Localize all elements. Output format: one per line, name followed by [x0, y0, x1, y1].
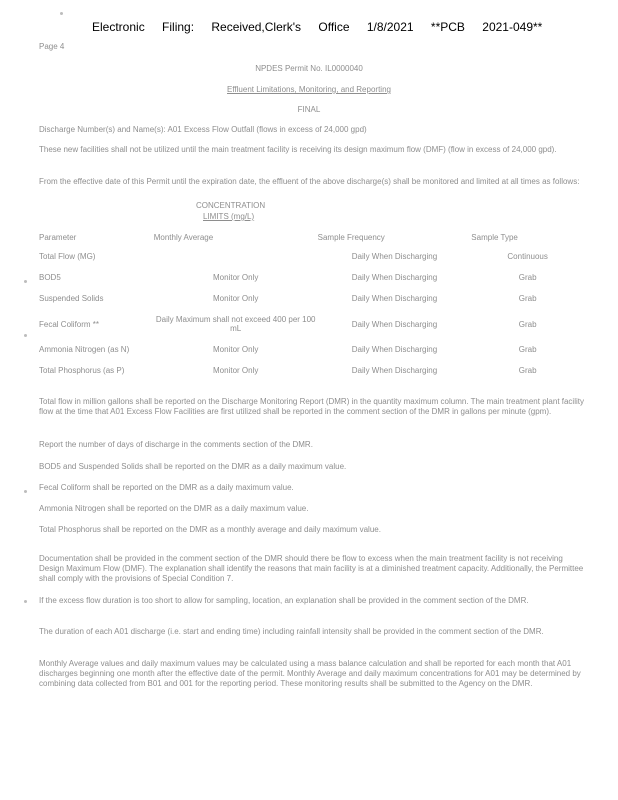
- cell-parameter: Total Phosphorus (as P): [39, 366, 125, 375]
- note-phosphorus: Total Phosphorus shall be reported on the DMR as a monthly average and daily maximum value.: [39, 525, 381, 534]
- table-row: [39, 246, 584, 267]
- cell-sample-frequency: Daily When Discharging: [351, 252, 438, 261]
- note-ammonia: Ammonia Nitrogen shall be reported on the DMR as a daily maximum value.: [39, 504, 309, 513]
- cell-sample-frequency: Daily When Discharging: [351, 294, 438, 303]
- section-title: Effluent Limitations, Monitoring, and Reporting: [227, 85, 391, 94]
- cell-parameter: BOD5: [39, 273, 61, 282]
- note-total-flow: Total flow in million gallons shall be reported on the Discharge Monitoring Report (DMR) in the quantity maximum column. The main treatment plant facility flow at the time that A01 Excess Flow Facilities are first utilized shall be reported in the comment section of the DMR in gallons per minute (gpm).: [39, 397, 584, 416]
- scan-speck: [24, 280, 27, 283]
- scan-speck: [24, 334, 27, 337]
- table-header-row: [39, 229, 584, 246]
- electronic-filing-stamp: [92, 20, 556, 34]
- stamp-filing: Filing:: [162, 20, 195, 34]
- note-bod-ss: BOD5 and Suspended Solids shall be reported on the DMR as a daily maximum value.: [39, 462, 347, 471]
- table-row: [39, 339, 584, 360]
- paragraph-new-facilities: These new facilities shall not be utilized until the main treatment facility is receiving its design maximum flow (DMF) (flow in excess of 24,000 gpd).: [39, 145, 557, 154]
- stamp-electronic: Electronic: [92, 20, 145, 34]
- scan-speck: [24, 490, 27, 493]
- cell-parameter: Suspended Solids: [39, 294, 104, 303]
- scan-speck: [60, 12, 63, 15]
- paragraph-effective-date: From the effective date of this Permit until the expiration date, the effluent of the above discharge(s) shall be monitored and limited at all times as follows:: [39, 177, 580, 186]
- cell-sample-type: Grab: [518, 319, 537, 329]
- table-row: [39, 267, 584, 288]
- header-sample-type: Sample Type: [471, 233, 518, 242]
- final-status: FINAL: [297, 105, 321, 114]
- cell-sample-type: Grab: [518, 366, 537, 375]
- page-label: Page 4: [39, 42, 65, 51]
- stamp-received: Received,Clerk's: [211, 20, 302, 34]
- cell-parameter: Ammonia Nitrogen (as N): [39, 345, 130, 354]
- note-monthly-average: Monthly Average values and daily maximum values may be calculated using a mass balance calculation and shall be reported for each month that A01 discharges beginning one month after the effective date of the permit. Monthly Average and daily maximum concentrations for A01 may be determined by combining data collected from B01 and 001 for the reporting period. These monitoring results shall be submitted to the Agency on the DMR.: [39, 659, 581, 688]
- cell-sample-type: Grab: [518, 345, 537, 354]
- stamp-docket: **PCB: [430, 20, 465, 34]
- cell-parameter: Fecal Coliform **: [39, 319, 100, 329]
- cell-monthly-average: Daily Maximum shall not exceed 400 per 100 mL: [155, 315, 316, 333]
- cell-sample-type: Grab: [518, 273, 537, 282]
- cell-monthly-average: Monitor Only: [213, 294, 259, 303]
- cell-sample-frequency: Daily When Discharging: [351, 273, 438, 282]
- stamp-number: 2021-049**: [482, 20, 543, 34]
- stamp-office: Office: [318, 20, 350, 34]
- discharge-line: Discharge Number(s) and Name(s): A01 Excess Flow Outfall (flows in excess of 24,000 gpd): [39, 125, 367, 134]
- cell-parameter: Total Flow (MG): [39, 252, 96, 261]
- scan-speck: [24, 600, 27, 603]
- header-monthly-average: Monthly Average: [153, 233, 214, 242]
- note-days-discharge: Report the number of days of discharge in the comments section of the DMR.: [39, 440, 313, 449]
- cell-sample-frequency: Daily When Discharging: [351, 345, 438, 354]
- table-row: [39, 309, 584, 339]
- stamp-date: 1/8/2021: [366, 20, 414, 34]
- cell-monthly-average: Monitor Only: [213, 345, 259, 354]
- note-documentation: Documentation shall be provided in the comment section of the DMR should there be flow to excess when the main treatment facility is not receiving Design Maximum Flow (DMF). The explanation shall identify the reasons that main facility is at a diminished treatment capacity. Additionally, the Permittee shall comply with the provisions of Special Condition 7.: [39, 554, 584, 583]
- header-sample-frequency: Sample Frequency: [317, 233, 385, 242]
- cell-monthly-average: [154, 246, 318, 267]
- cell-sample-frequency: Daily When Discharging: [351, 319, 438, 329]
- note-excess-flow: If the excess flow duration is too short to allow for sampling, location, an explanation shall be provided in the comment section of the DMR.: [39, 596, 529, 605]
- table-row: [39, 360, 584, 381]
- cell-monthly-average: Monitor Only: [213, 366, 259, 375]
- concentration-header: CONCENTRATION: [196, 201, 266, 210]
- concentration-units: LIMITS (mg/L): [203, 212, 255, 221]
- cell-monthly-average: Monitor Only: [213, 273, 259, 282]
- note-duration: The duration of each A01 discharge (i.e. start and ending time) including rainfall intensity shall be provided in the comment section of the DMR.: [39, 627, 544, 636]
- cell-sample-frequency: Daily When Discharging: [351, 366, 438, 375]
- permit-number: NPDES Permit No. IL0000040: [255, 64, 363, 73]
- note-fecal-coliform: Fecal Coliform shall be reported on the DMR as a daily maximum value.: [39, 483, 294, 492]
- cell-sample-type: Continuous: [507, 252, 548, 261]
- effluent-limits-table: [39, 229, 584, 381]
- header-parameter: Parameter: [39, 233, 77, 242]
- table-row: [39, 288, 584, 309]
- cell-sample-type: Grab: [518, 294, 537, 303]
